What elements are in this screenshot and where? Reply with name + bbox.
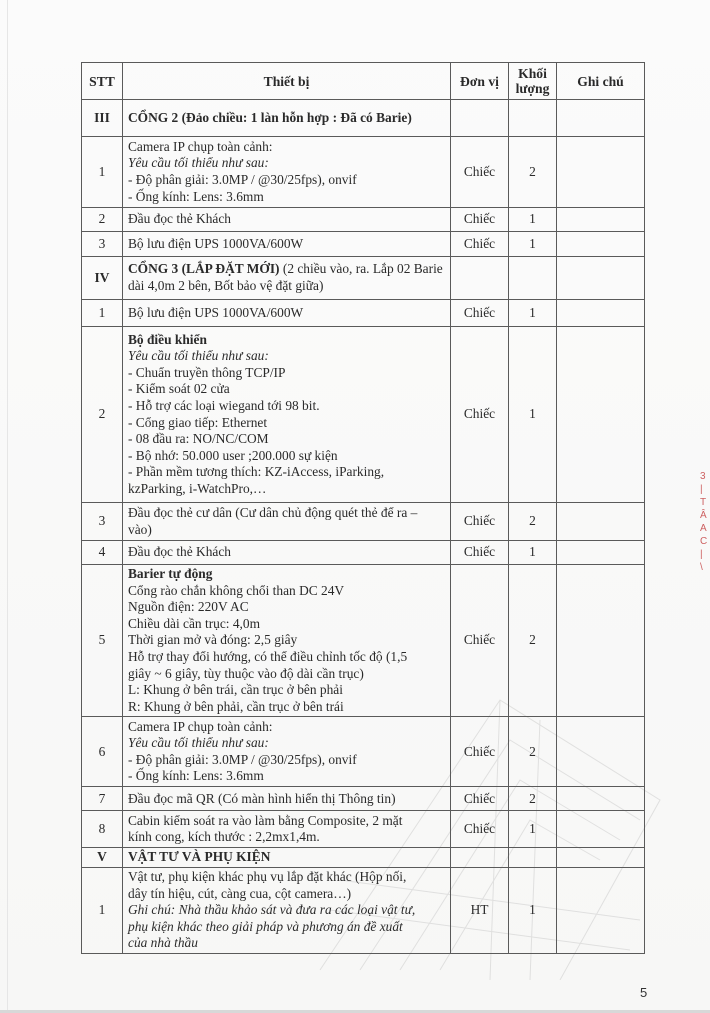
description-line: Nguồn điện: 220V AC (128, 599, 249, 615)
table-row (82, 811, 645, 848)
header-unit: Đơn vị (451, 63, 509, 100)
row-unit: Chiếc (451, 232, 509, 257)
row-unit: Chiếc (451, 327, 509, 503)
description-line: Thời gian mở và đóng: 2,5 giây (128, 632, 298, 648)
row-quantity: 2 (509, 137, 557, 208)
description-line: Bộ điều khiển (128, 331, 207, 347)
section-title (123, 257, 451, 300)
row-stt: 1 (82, 300, 123, 327)
description-line: Chiều dài cần trục: 4,0m (128, 615, 261, 631)
table-row (82, 300, 645, 327)
row-note (557, 811, 645, 848)
page-number: 5 (640, 985, 648, 1000)
description-line: Camera IP chụp toàn cảnh: (128, 718, 273, 734)
description-line: - Bộ nhớ: 50.000 user ;200.000 sự kiện (128, 447, 338, 463)
description-line: Đầu đọc thẻ cư dân (Cư dân chủ động quét thẻ để ra – (128, 504, 418, 520)
section-stt: IV (82, 257, 123, 300)
row-description (123, 811, 451, 848)
row-unit: Chiếc (451, 541, 509, 565)
section-quantity (509, 848, 557, 868)
row-stt: 2 (82, 208, 123, 232)
description-line: Yêu cầu tối thiểu như sau: (128, 155, 269, 171)
partial-stamp: 3 | T Â A C | \ (700, 471, 708, 573)
section-title (123, 848, 451, 868)
row-stt: 3 (82, 503, 123, 541)
row-stt: 7 (82, 787, 123, 811)
section-quantity (509, 100, 557, 137)
table-row (82, 137, 645, 208)
row-quantity: 2 (509, 787, 557, 811)
section-row (82, 257, 645, 300)
table-row (82, 232, 645, 257)
header-note: Ghi chú (557, 63, 645, 100)
table-row (82, 541, 645, 565)
description-line: Cổng rào chắn không chổi than DC 24V (128, 582, 345, 598)
row-stt: 1 (82, 137, 123, 208)
section-row (82, 848, 645, 868)
row-quantity: 2 (509, 503, 557, 541)
table-row (82, 565, 645, 717)
row-stt: 6 (82, 717, 123, 787)
row-stt: 3 (82, 232, 123, 257)
description-line: R: Khung ở bên phải, cần trục ở bên trái (128, 698, 344, 714)
row-note (557, 503, 645, 541)
description-line: Vật tư, phụ kiện khác phụ vụ lắp đặt khác (Hộp nối, (128, 868, 407, 884)
section-quantity (509, 257, 557, 300)
row-note (557, 327, 645, 503)
row-note (557, 717, 645, 787)
row-unit: Chiếc (451, 811, 509, 848)
table-row (82, 717, 645, 787)
table-row (82, 208, 645, 232)
section-title-bold: CỔNG 2 (Đảo chiều: 1 làn hỗn hợp : Đã có Barie) (128, 109, 412, 125)
section-note (557, 848, 645, 868)
row-description (123, 208, 451, 232)
row-unit: Chiếc (451, 565, 509, 717)
row-note (557, 787, 645, 811)
description-line: - Hỗ trợ các loại wiegand tới 98 bit. (128, 397, 320, 413)
description-line: Cabin kiểm soát ra vào làm bằng Composite, 2 mặt (128, 812, 403, 828)
row-unit: Chiếc (451, 503, 509, 541)
header-stt: STT (82, 63, 123, 100)
row-note (557, 541, 645, 565)
row-description (123, 565, 451, 717)
row-quantity: 2 (509, 565, 557, 717)
description-line: - Ống kính: Lens: 3.6mm (128, 768, 264, 784)
row-stt: 5 (82, 565, 123, 717)
header-device: Thiết bị (123, 63, 451, 100)
row-quantity: 1 (509, 811, 557, 848)
section-note (557, 257, 645, 300)
header-quantity: Khối lượng (509, 63, 557, 100)
description-line: kzParking, i-WatchPro,… (128, 480, 267, 496)
equipment-table (81, 62, 645, 954)
row-quantity: 1 (509, 867, 557, 953)
description-line: Bộ lưu điện UPS 1000VA/600W (128, 304, 304, 320)
section-stt: V (82, 848, 123, 868)
scan-edge (7, 0, 8, 1013)
description-line: - Kiểm soát 02 cửa (128, 381, 230, 397)
row-stt: 1 (82, 867, 123, 953)
table-body (82, 100, 645, 954)
table-row (82, 787, 645, 811)
section-title-rest: (2 chiều vào, ra. Lắp 02 Barie dài 4,0m 2 bên, Bốt bảo vệ đặt giữa) (128, 261, 443, 293)
row-stt: 4 (82, 541, 123, 565)
description-line: Camera IP chụp toàn cảnh: (128, 138, 273, 154)
row-unit: Chiếc (451, 300, 509, 327)
row-quantity: 2 (509, 717, 557, 787)
row-note (557, 867, 645, 953)
table-row (82, 503, 645, 541)
description-line: Hỗ trợ thay đổi hướng, có thể điều chỉnh tốc độ (1,5 (128, 648, 408, 664)
section-unit (451, 848, 509, 868)
description-line: Yêu cầu tối thiểu như sau: (128, 735, 269, 751)
section-unit (451, 100, 509, 137)
section-title (123, 100, 451, 137)
section-row (82, 100, 645, 137)
row-stt: 8 (82, 811, 123, 848)
row-description (123, 717, 451, 787)
row-quantity: 1 (509, 300, 557, 327)
description-line: - Phần mềm tương thích: KZ-iAccess, iParking, (128, 464, 385, 480)
description-line: dây tín hiệu, cút, càng cua, cột camera…) (128, 885, 352, 901)
row-stt: 2 (82, 327, 123, 503)
description-line: - Độ phân giải: 3.0MP / @30/25fps), onvif (128, 751, 357, 767)
row-quantity: 1 (509, 541, 557, 565)
table-row (82, 327, 645, 503)
row-description (123, 137, 451, 208)
description-line: - Độ phân giải: 3.0MP / @30/25fps), onvif (128, 172, 357, 187)
row-description (123, 327, 451, 503)
description-line: L: Khung ở bên trái, cần trục ở bên phải (128, 682, 343, 698)
description-line: kính cong, kích thước : 2,2mx1,4m. (128, 829, 320, 845)
description-line: của nhà thầu (128, 935, 198, 951)
description-line: Bộ lưu điện UPS 1000VA/600W (128, 235, 304, 251)
section-stt: III (82, 100, 123, 137)
description-line: - Cổng giao tiếp: Ethernet (128, 414, 268, 430)
table-row (82, 867, 645, 953)
row-description (123, 541, 451, 565)
description-line: Ghi chú: Nhà thầu khảo sát và đưa ra các loại vật tư, (128, 902, 416, 918)
description-line: Barier tự động (128, 566, 213, 581)
section-note (557, 100, 645, 137)
row-note (557, 137, 645, 208)
row-description (123, 503, 451, 541)
row-description (123, 787, 451, 811)
row-quantity: 1 (509, 208, 557, 232)
description-line: giây ~ 6 giây, tùy thuộc vào độ dài cần trục) (128, 665, 364, 681)
row-note (557, 232, 645, 257)
row-unit: Chiếc (451, 787, 509, 811)
section-title-bold: VẬT TƯ VÀ PHỤ KIỆN (128, 849, 271, 865)
row-description (123, 300, 451, 327)
description-line: Đầu đọc mã QR (Có màn hình hiển thị Thông tin) (128, 790, 396, 806)
description-line: - Ống kính: Lens: 3.6mm (128, 188, 264, 204)
row-unit: Chiếc (451, 717, 509, 787)
row-quantity: 1 (509, 232, 557, 257)
description-line: Đầu đọc thẻ Khách (128, 544, 231, 560)
row-unit: Chiếc (451, 137, 509, 208)
row-note (557, 300, 645, 327)
row-quantity: 1 (509, 327, 557, 503)
row-unit: HT (451, 867, 509, 953)
description-line: Yêu cầu tối thiểu như sau: (128, 348, 269, 364)
row-note (557, 565, 645, 717)
section-title-bold: CỔNG 3 (LẮP ĐẶT MỚI) (128, 261, 280, 277)
row-unit: Chiếc (451, 208, 509, 232)
row-description (123, 867, 451, 953)
description-line: vào) (128, 521, 152, 537)
row-note (557, 208, 645, 232)
table-header-row (82, 63, 645, 100)
row-description (123, 232, 451, 257)
description-line: phụ kiện khác theo giải pháp và phương án đề xuất (128, 918, 403, 934)
description-line: - 08 đầu ra: NO/NC/COM (128, 431, 269, 447)
description-line: - Chuẩn truyền thông TCP/IP (128, 364, 286, 380)
section-unit (451, 257, 509, 300)
description-line: Đầu đọc thẻ Khách (128, 211, 231, 227)
